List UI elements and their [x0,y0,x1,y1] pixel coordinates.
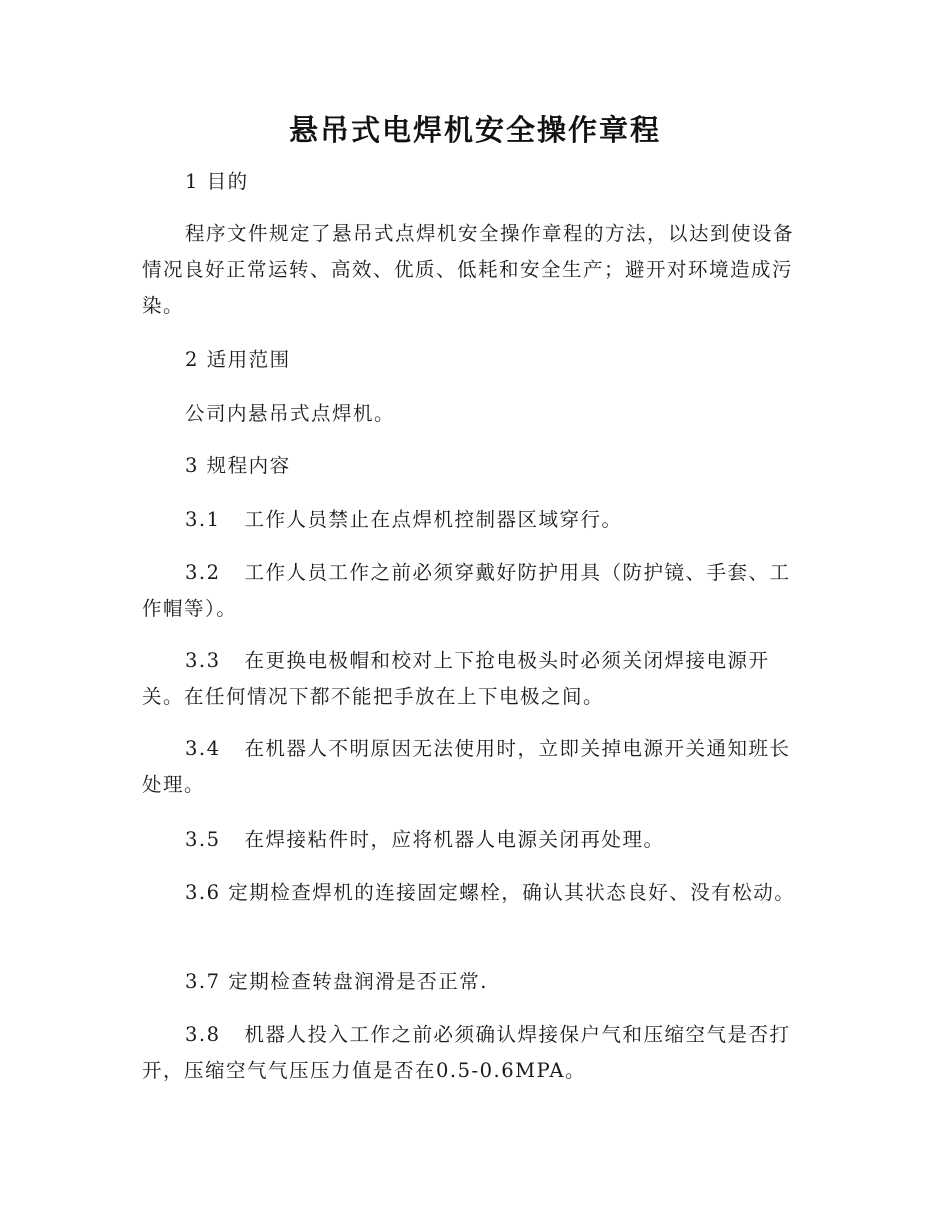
rule-number: 3.1 [185,508,221,531]
rule-text: 工作人员禁止在点焊机控制器区域穿行。 [244,508,623,531]
document-title: 悬吊式电焊机安全操作章程 [288,113,661,147]
paragraph-scope: 公司内悬吊式点焊机。 [185,402,396,425]
rule-text: 定期检查转盘润滑是否正常. [228,970,488,993]
rule-number: 3.7 [185,970,221,993]
rule-text: 在焊接粘件时，应将机器人电源关闭再处理。 [244,828,665,851]
rule-item [142,875,797,911]
rule-item [142,1017,797,1089]
rule-item [142,731,797,803]
rule-text: 在更换电极帽和校对上下抢电极头时必须关闭焊接电源开关。在任何情况下都不能把手放在上下电极之间。 [142,649,770,708]
paragraph-purpose: 程序文件规定了悬吊式点焊机安全操作章程的方法，以达到使设备情况良好正常运转、高效、优质、低耗和安全生产；避开对环境造成污染。 [142,222,795,317]
rule-text: 机器人投入工作之前必须确认焊接保户气和压缩空气是否打开，压缩空气气压压力值是否在0.5-0.6MPA。 [142,1023,791,1082]
rule-text: 工作人员工作之前必须穿戴好防护用具（防护镜、手套、工作帽等）。 [142,561,791,620]
rule-number: 3.3 [185,649,221,672]
rule-item [142,822,797,858]
rule-item [142,964,797,1000]
rule-number: 3.4 [185,737,221,760]
rule-item [142,502,797,538]
rule-number: 3.2 [185,561,221,584]
section-heading-purpose: 1 目的 [185,170,249,193]
rule-item [142,643,797,715]
rule-number: 3.6 [185,881,221,904]
section-heading-scope: 2 适用范围 [185,348,291,371]
rule-text: 定期检查焊机的连接固定螺栓，确认其状态良好、没有松动。 [228,881,796,904]
section-heading-content: 3 规程内容 [185,454,291,477]
rule-text: 在机器人不明原因无法使用时，立即关掉电源开关通知班长处理。 [142,737,791,796]
rule-number: 3.5 [185,828,221,851]
rule-number: 3.8 [185,1023,221,1046]
rule-item [142,555,797,627]
